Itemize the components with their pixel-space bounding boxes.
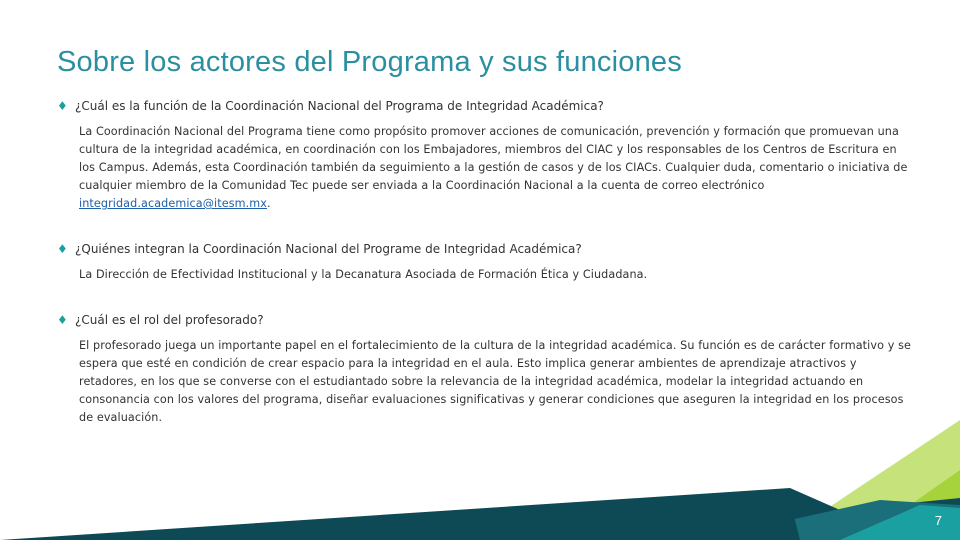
answer-text: La Dirección de Efectividad Institucional y la Decanatura Asociada de Formación Ética y Ciudadana. bbox=[79, 268, 648, 281]
question-text: ¿Cuál es el rol del profesorado? bbox=[75, 313, 264, 327]
question-text: ¿Quiénes integran la Coordinación Nacional del Programe de Integridad Académica? bbox=[75, 242, 582, 256]
answer-text: El profesorado juega un importante papel en el fortalecimiento de la cultura de la integridad académica. Su función es de carácter formativo y se espera que esté en condición de crear espacio para la integridad en el aula. Esto implica generar ambientes de aprendizaje atractivos y retadores, en los que se converse con el estudiantado sobre la relevancia de la integridad académica, modelar la integridad actuando en consonancia con los valores del programa, diseñar evaluaciones significativas y generar condiciones que aseguren la integridad en los procesos de evaluación. bbox=[79, 339, 911, 424]
qa-item-coordinacion-funcion bbox=[57, 99, 912, 213]
diamond-bullet-icon: ♦ bbox=[57, 99, 68, 113]
qa-item-coordinacion-integrantes bbox=[57, 242, 912, 284]
question-text: ¿Cuál es la función de la Coordinación Nacional del Programa de Integridad Académica? bbox=[75, 99, 604, 113]
question bbox=[57, 99, 912, 113]
answer-body: La Coordinación Nacional del Programa tiene como propósito promover acciones de comunicación, prevención y formación que promuevan una cultura de la integridad académica, en coordinación con los Embajadores, miembros del CIAC y los responsables de los Centros de Escritura en los Campus. Además, esta Coordinación también da seguimiento a la gestión de casos y de los CIACs. Cualquier duda, comentario o iniciativa de cualquier miembro de la Comunidad Tec puede ser enviada a la Coordinación Nacional a la cuenta de correo electrónico bbox=[79, 125, 908, 192]
page-title: Sobre los actores del Programa y sus funciones bbox=[57, 46, 682, 78]
email-link[interactable]: integridad.academica@itesm.mx bbox=[79, 197, 268, 210]
page-number: 7 bbox=[934, 513, 942, 528]
question bbox=[57, 313, 912, 327]
question bbox=[57, 242, 912, 256]
diamond-bullet-icon: ♦ bbox=[57, 313, 68, 327]
answer-text bbox=[79, 123, 911, 213]
qa-item-rol-profesorado bbox=[57, 313, 912, 427]
answer-end: . bbox=[267, 197, 271, 210]
diamond-bullet-icon: ♦ bbox=[57, 242, 68, 256]
